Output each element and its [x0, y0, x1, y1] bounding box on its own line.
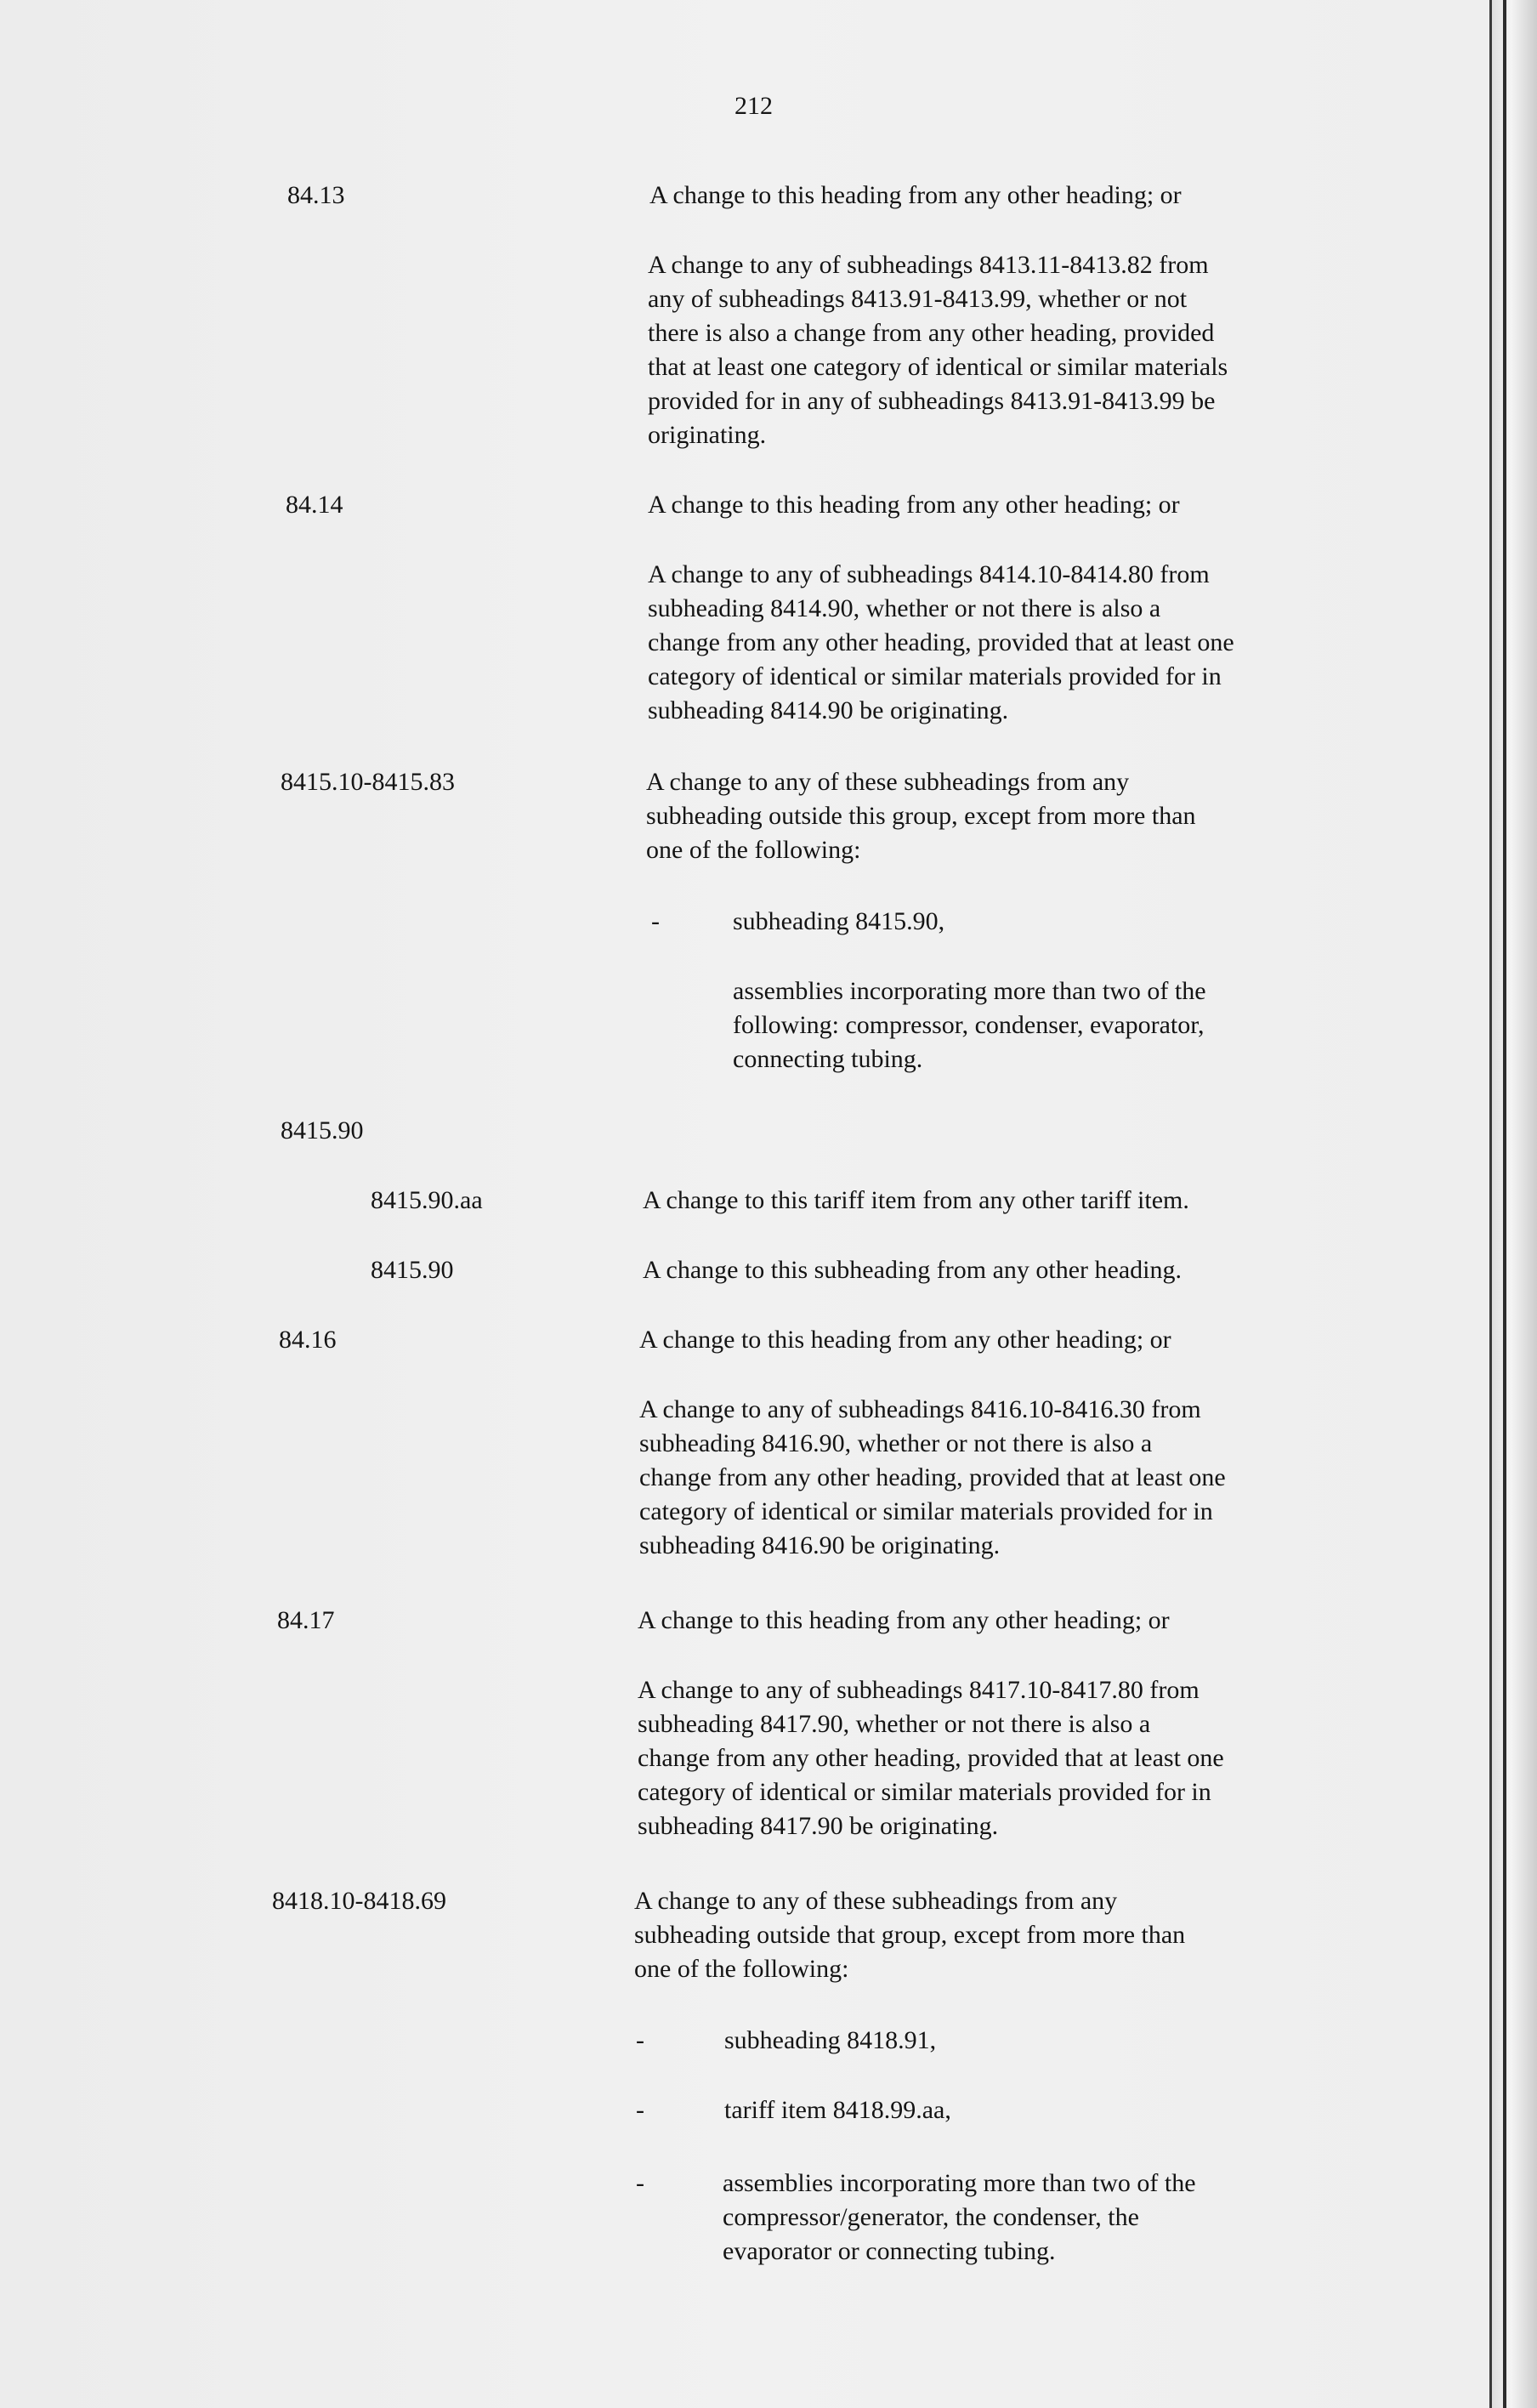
- text-line: subheading 8417.90, whether or not there is also a: [638, 1710, 1151, 1738]
- text-line: category of identical or similar materials provided for in: [638, 1778, 1211, 1806]
- text-line: subheading 8416.90 be originating.: [639, 1531, 1001, 1559]
- entry-label-84-14: 84.14: [286, 491, 343, 519]
- text-line: provided for in any of subheadings 8413.91-8413.99 be: [648, 387, 1216, 415]
- text-line: A change to any of subheadings 8416.10-8416.30 from: [639, 1395, 1201, 1423]
- text-line: originating.: [648, 421, 767, 449]
- entry-84-14-rule-1: [648, 488, 1180, 522]
- text-line: category of identical or similar materials provided for in: [639, 1497, 1213, 1525]
- entry-8418-10-rule-1: [634, 1884, 1185, 1986]
- text-line: subheading 8416.90, whether or not there is also a: [639, 1429, 1153, 1457]
- entry-84-13-rule-1: [649, 179, 1182, 213]
- text-line: change from any other heading, provided that at least one: [648, 628, 1234, 656]
- entry-8415-10-rule-1: [646, 765, 1196, 867]
- page-edge: [1489, 0, 1537, 2408]
- text-line: subheading 8414.90, whether or not there is also a: [648, 594, 1161, 622]
- bullet-dash: -: [636, 2026, 644, 2054]
- text-line: A change to this subheading from any other heading.: [643, 1256, 1183, 1284]
- entry-8418-10-item-2: [724, 2093, 951, 2127]
- text-line: that at least one category of identical or similar materials: [648, 353, 1228, 381]
- entry-84-13-rule-2: [648, 248, 1228, 452]
- entry-8415-10-item-1: [733, 905, 944, 939]
- page-number: 212: [734, 92, 773, 120]
- text-line: subheading 8417.90 be originating.: [638, 1812, 999, 1840]
- text-line: evaporator or connecting tubing.: [723, 2237, 1056, 2265]
- entry-label-84-16: 84.16: [279, 1326, 337, 1354]
- text-line: A change to this heading from any other heading; or: [648, 491, 1180, 519]
- text-line: compressor/generator, the condenser, the: [723, 2203, 1139, 2231]
- binding-line: [1503, 0, 1506, 2408]
- entry-8415-10-item-2: [733, 974, 1206, 1076]
- text-line: category of identical or similar materials provided for in: [648, 662, 1222, 690]
- text-line: A change to this heading from any other heading; or: [638, 1606, 1170, 1634]
- text-line: subheading 8415.90,: [733, 907, 945, 935]
- entry-label-8415-90: 8415.90: [281, 1116, 364, 1144]
- entry-label-8415-10-8415-83: 8415.10-8415.83: [281, 768, 455, 796]
- text-line: following: compressor, condenser, evaporator,: [733, 1011, 1205, 1039]
- text-line: A change to this heading from any other heading; or: [649, 181, 1182, 209]
- text-line: subheading outside that group, except from more than: [634, 1921, 1186, 1949]
- entry-84-14-rule-2: [648, 558, 1234, 728]
- entry-label-8415-90-aa: 8415.90.aa: [371, 1186, 483, 1214]
- text-line: one of the following:: [634, 1955, 849, 1983]
- text-line: assemblies incorporating more than two of the: [733, 977, 1206, 1005]
- text-line: tariff item 8418.99.aa,: [724, 2096, 951, 2124]
- text-line: subheading 8414.90 be originating.: [648, 696, 1009, 724]
- text-line: change from any other heading, provided that at least one: [638, 1744, 1224, 1772]
- text-line: one of the following:: [646, 836, 861, 864]
- text-line: A change to this tariff item from any other tariff item.: [643, 1186, 1189, 1214]
- text-line: change from any other heading, provided that at least one: [639, 1463, 1226, 1491]
- text-line: A change to any of these subheadings from any: [634, 1887, 1118, 1915]
- entry-84-16-rule-2: [639, 1393, 1226, 1563]
- entry-84-17-rule-2: [638, 1673, 1224, 1843]
- text-line: any of subheadings 8413.91-8413.99, whether or not: [648, 285, 1188, 313]
- bullet-dash: -: [651, 907, 660, 935]
- text-line: A change to any of subheadings 8413.11-8413.82 from: [648, 251, 1209, 279]
- entry-label-8415-90-sub: 8415.90: [371, 1256, 454, 1284]
- text-line: subheading 8418.91,: [724, 2026, 937, 2054]
- text-line: A change to any of subheadings 8417.10-8417.80 from: [638, 1676, 1200, 1704]
- entry-8415-90-aa-rule: [643, 1184, 1189, 1218]
- text-line: A change to any of these subheadings from any: [646, 768, 1130, 796]
- text-line: connecting tubing.: [733, 1045, 923, 1073]
- text-line: assemblies incorporating more than two of the: [723, 2169, 1196, 2197]
- entry-84-17-rule-1: [638, 1604, 1170, 1638]
- entry-8418-10-item-1: [724, 2024, 936, 2058]
- entry-84-16-rule-1: [639, 1323, 1171, 1357]
- text-line: A change to any of subheadings 8414.10-8414.80 from: [648, 560, 1210, 588]
- entry-8415-90-rule: [643, 1253, 1182, 1287]
- entry-label-84-13: 84.13: [287, 181, 345, 209]
- bullet-dash: -: [636, 2096, 644, 2124]
- text-line: A change to this heading from any other heading; or: [639, 1326, 1171, 1354]
- entry-label-84-17: 84.17: [277, 1606, 335, 1634]
- entry-8418-10-item-3: [723, 2167, 1196, 2269]
- bullet-dash: -: [636, 2169, 644, 2197]
- text-line: there is also a change from any other heading, provided: [648, 319, 1215, 347]
- text-line: subheading outside this group, except from more than: [646, 802, 1196, 830]
- entry-label-8418-10-8418-69: 8418.10-8418.69: [272, 1887, 446, 1915]
